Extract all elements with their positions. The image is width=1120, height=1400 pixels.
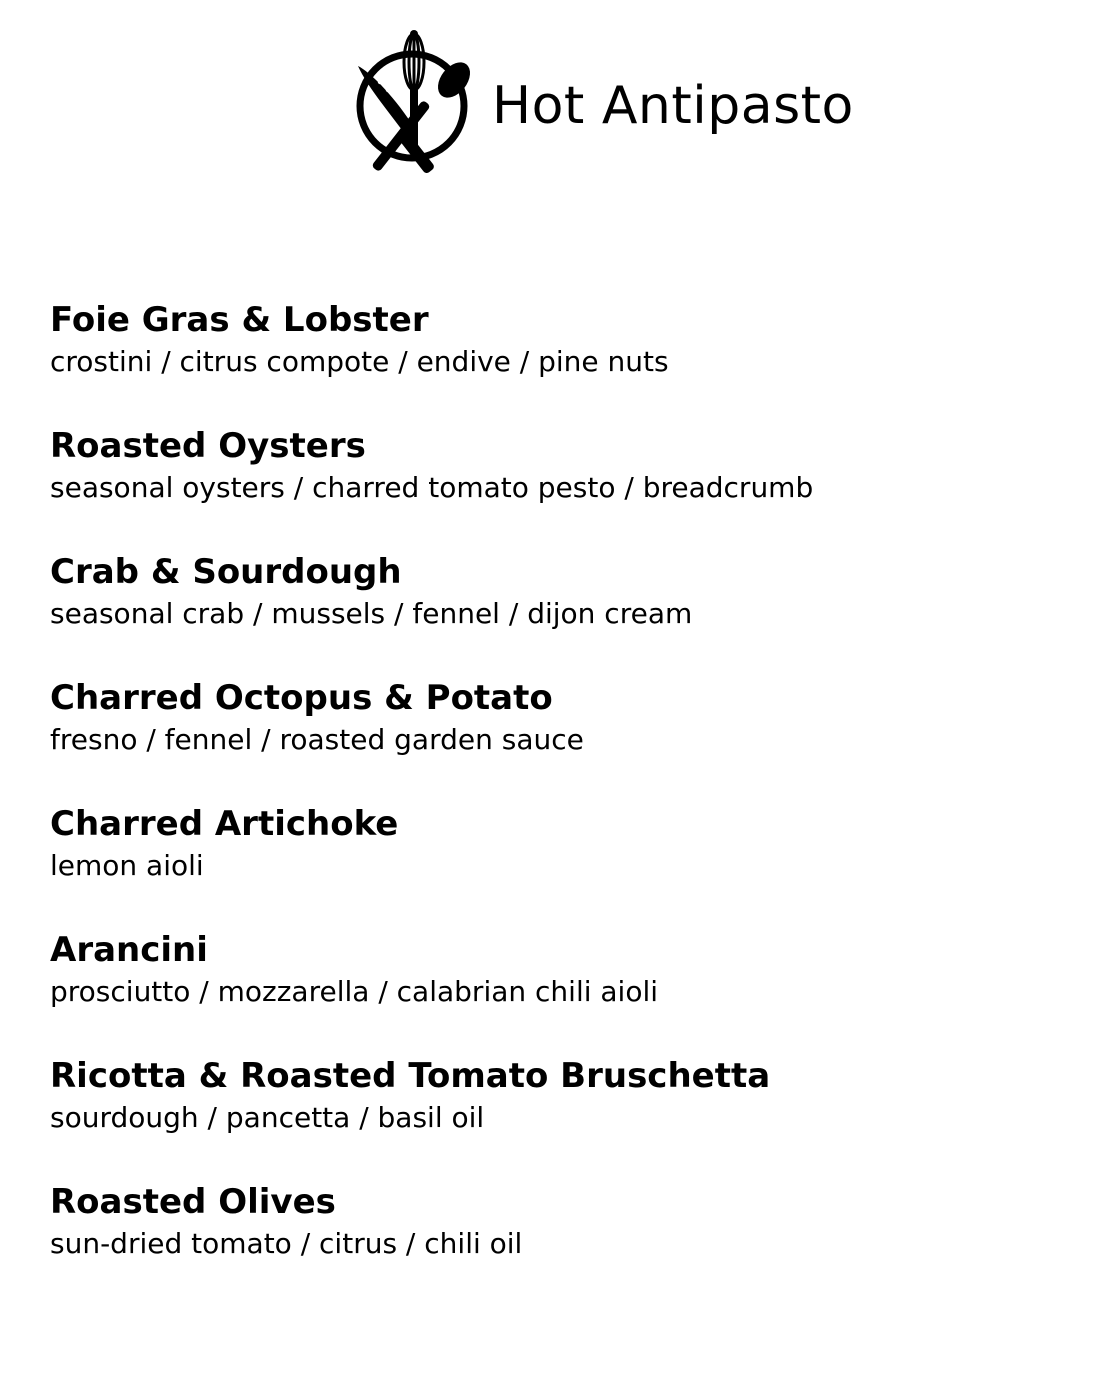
menu-item-description: sourdough / pancetta / basil oil [50,1101,485,1134]
menu-item [50,1180,1090,1306]
menu-item-name: Charred Octopus & Potato [50,678,553,718]
menu-item-name: Arancini [50,930,208,970]
menu-item [50,1054,1090,1180]
menu-item-description: sun-dried tomato / citrus / chili oil [50,1227,523,1260]
menu-item [50,802,1090,928]
menu-title: Hot Antipasto [492,76,854,136]
crossed-knife-whisk-spoon-icon [340,28,488,182]
menu-item-description: crostini / citrus compote / endive / pine nuts [50,345,669,378]
menu-item-description: fresno / fennel / roasted garden sauce [50,723,584,756]
menu-item-name: Crab & Sourdough [50,552,402,592]
menu-item-name: Roasted Oysters [50,426,366,466]
menu-item-description: prosciutto / mozzarella / calabrian chili aioli [50,975,659,1008]
menu-header [340,28,860,188]
menu-item [50,550,1090,676]
menu-item-name: Foie Gras & Lobster [50,300,429,340]
menu-item [50,928,1090,1054]
menu-item-description: lemon aioli [50,849,204,882]
menu-item-list [50,298,1090,1306]
menu-item [50,298,1090,424]
menu-item [50,424,1090,550]
menu-item-description: seasonal crab / mussels / fennel / dijon cream [50,597,693,630]
menu-item-name: Ricotta & Roasted Tomato Bruschetta [50,1056,771,1096]
menu-item [50,676,1090,802]
menu-item-name: Roasted Olives [50,1182,336,1222]
menu-item-name: Charred Artichoke [50,804,399,844]
menu-item-description: seasonal oysters / charred tomato pesto / breadcrumb [50,471,814,504]
